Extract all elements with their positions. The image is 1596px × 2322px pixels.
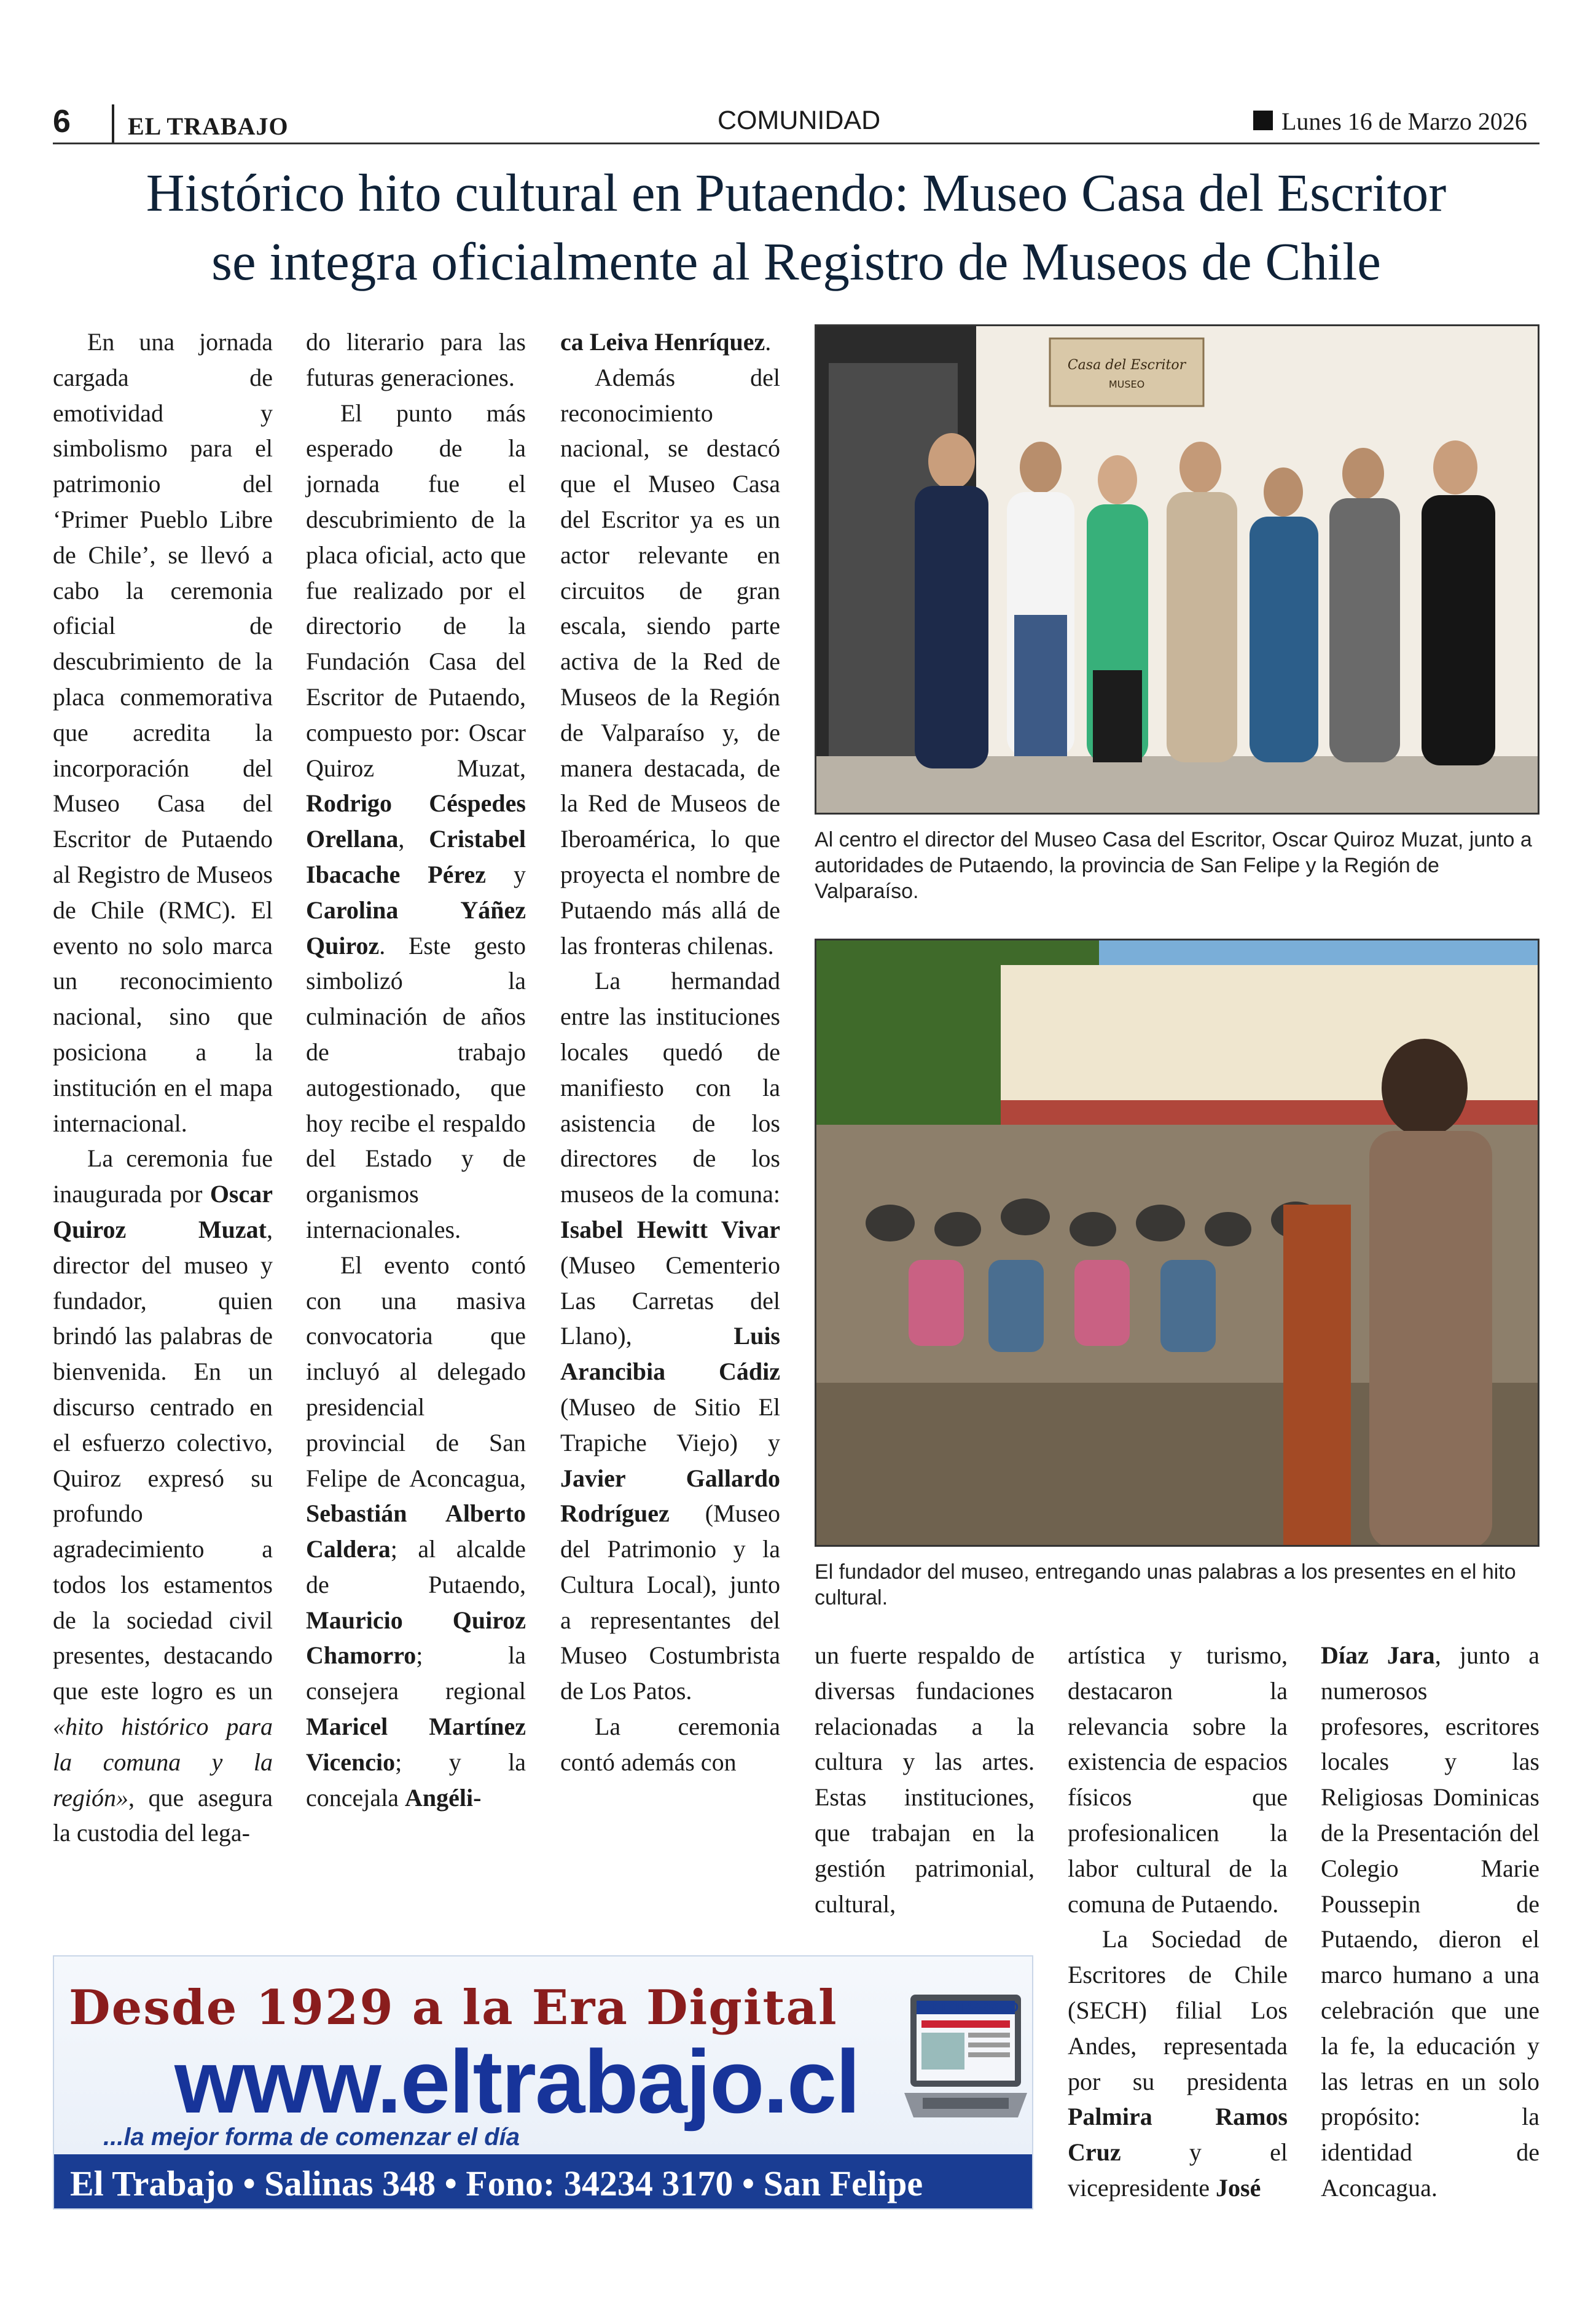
paragraph: do literario para las futuras generaciones. (306, 328, 526, 391)
photo-caption: Al centro el director del Museo Casa del Escritor, Oscar Quiroz Muzat, junto a autoridades de Putaendo, la provincia de San Felipe y la Región de Valparaíso. (815, 828, 1532, 903)
person-name: Luis Arancibia Cádiz (560, 1322, 780, 1386)
ad-website-link[interactable]: www.eltrabajo.cl (174, 2031, 859, 2132)
article-headline (53, 158, 1539, 296)
article-column-4 (815, 1638, 1035, 1921)
paragraph: En una jornada cargada de emotividad y simbolismo para el patrimonio del ‘Primer Pueblo Libre de Chile’, se llevó a cabo la ceremonia oficial de descubrimiento de la placa conmemorativa que acredita la incorporación del Museo Casa del Escritor de Putaendo al Registro de Museos de Chile (RMC). El evento no solo marca un reconocimiento nacional, sino que posiciona a la institución en el mapa internacional. (53, 328, 273, 1137)
photo-caption: El fundador del museo, entregando unas palabras a los presentes en el hito cultural. (815, 1560, 1516, 1609)
person-name: Díaz Jara (1321, 1641, 1435, 1669)
person-name: Isabel Hewitt Vivar (560, 1215, 780, 1243)
article-column-5 (1068, 1638, 1288, 2206)
person-name: Cristabel Ibacache Pérez (306, 825, 526, 888)
person-name: Javier Gallardo Rodríguez (560, 1464, 780, 1528)
ad-footer (54, 2154, 1032, 2210)
article-column-6 (1321, 1638, 1539, 2206)
person-name: Oscar Quiroz Muzat (53, 1180, 273, 1243)
person-name: Palmira Ramos Cruz (1068, 2103, 1288, 2167)
paragraph: La ceremonia fue inaugurada por Oscar Quiroz Muzat, director del museo y fundador, quien brindó las palabras de bienvenida. En un discurso centrado en el esfuerzo colectivo, Quiroz expresó su profundo agradecimiento a todos los estamentos de la sociedad civil presentes, destacando que este logro es un «hito histórico para la comuna y la región», que asegura la custodia del lega- (53, 1144, 273, 1847)
person-name: José (1216, 2173, 1261, 2202)
person-name: Mauricio Quiroz Chamorro (306, 1606, 526, 1670)
svg-text:MUSEO: MUSEO (1108, 378, 1145, 390)
ad-tagline: ...la mejor forma de comenzar el día (103, 2124, 520, 2151)
headline-line-2: se integra oficialmente al Registro de Museos de Chile (211, 232, 1381, 291)
article-column-3 (560, 324, 780, 1780)
paragraph: ca Leiva Henríquez. (560, 328, 772, 356)
person-name: ca Leiva Henríquez (560, 328, 765, 356)
newspaper-advertisement (53, 1955, 1033, 2210)
paragraph: La hermandad entre las instituciones locales quedó de manifiesto con la asistencia de los directores de los museos de la comuna: Isabel Hewitt Vivar (Museo Cementerio Las Carretas del Llano), Luis Arancibia Cádiz (Museo de Sitio El Trapiche Viejo) y Javier Gallardo Rodríguez (Museo del Patrimonio y la Cultura Local), junto a representantes del Museo Costumbrista de Los Patos. (560, 967, 780, 1705)
issue-date: Lunes 16 de Marzo 2026 (1281, 108, 1527, 135)
article-column-1 (53, 324, 273, 1851)
paragraph: un fuerte respaldo de diversas fundaciones relacionadas a la cultura y las artes. Estas instituciones, que trabajan en la gestión patrimonial, cultural, (815, 1641, 1035, 1918)
newspaper-name: EL TRABAJO (128, 112, 289, 140)
paragraph: Díaz Jara, junto a numerosos profesores, escritores locales y las Religiosas Dominicas de la Presentación del Colegio Marie Poussepin de Putaendo, dieron el marco humano a una celebración que une la fe, la educación y las letras en un solo propósito: la identidad de Aconcagua. (1321, 1641, 1540, 2202)
svg-text:Casa del Escritor: Casa del Escritor (1067, 358, 1186, 373)
person-name: Angéli- (405, 1783, 482, 1812)
article-column-2 (306, 324, 526, 1815)
person-name: Maricel Martínez Vicencio (306, 1713, 526, 1776)
ad-contact-info: El Trabajo • Salinas 348 • Fono: 34234 3170 • San Felipe (70, 2164, 923, 2203)
ceremony-photo (815, 939, 1539, 1547)
section-label: COMUNIDAD (718, 106, 881, 135)
screen-label: EL TRABAJO (933, 2000, 1019, 2015)
square-bullet-icon (1253, 111, 1273, 130)
ad-slogan: Desde 1929 a la Era Digital (69, 1980, 838, 2036)
paragraph: El evento contó con una masiva convocatoria que incluyó al delegado presidencial provincial de San Felipe de Aconcagua, Sebastián Alberto Caldera; al alcalde de Putaendo, Mauricio Quiroz Chamorro; la consejera regional Maricel Martínez Vicencio; y la concejala Angéli- (306, 1251, 526, 1812)
person-name: Sebastián Alberto Caldera (306, 1499, 526, 1563)
paragraph: artística y turismo, destacaron la relevancia sobre la existencia de espacios físicos que profesionalicen la labor cultural de la comuna de Putaendo. (1068, 1641, 1288, 1918)
person-name: Rodrigo Céspedes Orellana (306, 789, 526, 853)
person-name: Carolina Yáñez Quiroz (306, 896, 526, 960)
paragraph: Además del reconocimiento nacional, se destacó que el Museo Casa del Escritor ya es un actor relevante en circuitos de gran escala, siendo parte activa de la Red de Museos de la Región de Valparaíso y, de manera destacada, de la Red de Museos de Iberoamérica, lo que proyecta el nombre de Putaendo más allá de las fronteras chilenas. (560, 363, 780, 960)
page-number: 6 (53, 104, 71, 139)
headline-line-1: Histórico hito cultural en Putaendo: Museo Casa del Escritor (146, 163, 1447, 222)
header-rule (53, 143, 1539, 144)
quote: «hito histórico para la comuna y la región» (53, 1713, 273, 1812)
header-divider (112, 104, 114, 143)
paragraph: El punto más esperado de la jornada fue el descubrimiento de la placa oficial, acto que fue realizado por el directorio de la Fundación Casa del Escritor de Putaendo, compuesto por: Oscar Quiroz Muzat, Rodrigo Céspedes Orellana, Cristabel Ibacache Pérez y Carolina Yáñez Quiroz. Este gesto simbolizó la culminación de años de trabajo autogestionado, que hoy recibe el respaldo del Estado y de organismos internacionales. (306, 399, 526, 1243)
paragraph: La ceremonia contó además con (560, 1713, 780, 1776)
paragraph: La Sociedad de Escritores de Chile (SECH) filial Los Andes, representada por su presidenta Palmira Ramos Cruz y el vicepresidente José (1068, 1925, 1288, 2202)
group-photo (815, 324, 1539, 815)
